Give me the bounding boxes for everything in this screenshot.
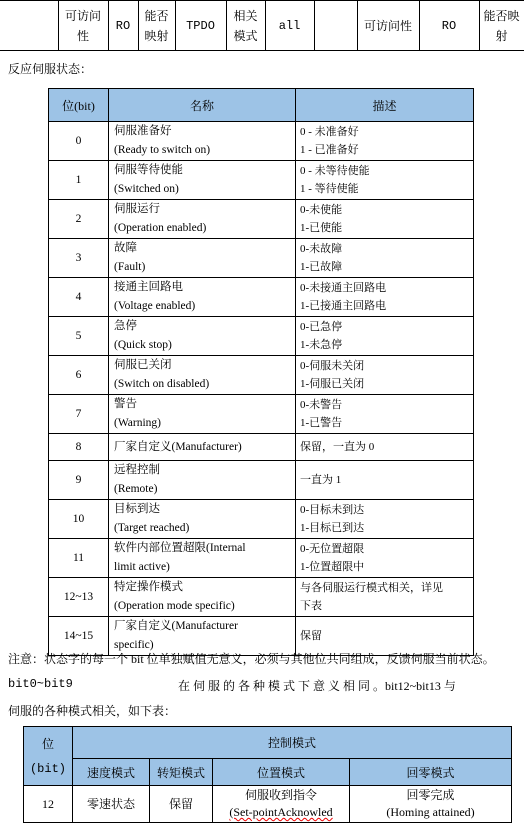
attr-cell: RO: [108, 1, 138, 51]
bit-cell: 8: [49, 434, 109, 461]
desc-line: 1-已警告: [300, 417, 343, 429]
bit-cell: 6: [49, 356, 109, 395]
desc-line: 1-目标已到达: [300, 522, 365, 534]
bit-cell: 0: [49, 122, 109, 161]
attr-cell: [0, 1, 58, 51]
modes-sub-header: 回零模式: [350, 759, 512, 786]
mode-line: 伺服收到指令: [244, 788, 317, 802]
name-cell: [109, 461, 296, 500]
bit-cell: 9: [49, 461, 109, 500]
attr-cell: 可访问性: [58, 1, 108, 51]
desc-cell: [296, 395, 474, 434]
name-line: 软件内部位置超限(Internal: [114, 542, 246, 554]
name-line: 目标到达: [114, 503, 160, 515]
header-desc: 描述: [296, 89, 474, 122]
attr-cell: RO: [419, 1, 479, 51]
mode-line: (Homing attained): [386, 805, 475, 819]
name-line: 警告: [114, 398, 137, 410]
name-line: (Voltage enabled): [114, 300, 196, 312]
table-row: [24, 786, 512, 823]
desc-line: 0 - 未准备好: [300, 126, 359, 138]
name-line: 远程控制: [114, 464, 160, 476]
name-line: 厂家自定义(Manufacturer: [114, 620, 238, 632]
desc-line: 1-已接通主回路电: [300, 300, 387, 312]
name-cell: [109, 500, 296, 539]
name-line: (Warning): [114, 417, 161, 429]
desc-cell: [296, 500, 474, 539]
desc-cell: [296, 434, 474, 461]
table-row: [49, 434, 474, 461]
name-line: 伺服已关闭: [114, 359, 172, 371]
name-line: (Switched on): [114, 183, 179, 195]
desc-cell: [296, 461, 474, 500]
name-line: 故障: [114, 242, 137, 254]
name-line: (Remote): [114, 483, 158, 495]
name-cell: [109, 356, 296, 395]
modes-bit-header: [24, 727, 73, 786]
attr-cell: 相关模式: [226, 1, 265, 51]
attr-cell: TPDO: [175, 1, 226, 51]
name-cell: [109, 161, 296, 200]
modes-sub-header: 位置模式: [213, 759, 350, 786]
desc-line: 保留，一直为 0: [300, 441, 375, 453]
desc-line: 保留: [300, 630, 322, 642]
bit-cell: 11: [49, 539, 109, 578]
bit-cell: 12~13: [49, 578, 109, 617]
attr-cell: 能否映射: [138, 1, 175, 51]
mode-line: 保留: [168, 796, 193, 811]
name-cell: [109, 317, 296, 356]
name-cell: [109, 122, 296, 161]
mode-cell: [213, 786, 350, 823]
bit-cell: 3: [49, 239, 109, 278]
attr-cell: 可访问性: [357, 1, 419, 51]
header-bit: 位(bit): [49, 89, 109, 122]
desc-line: 一直为 1: [300, 474, 342, 486]
desc-line: 1-伺服已关闭: [300, 378, 365, 390]
mode-line: (Set-pointAcknowled: [229, 805, 333, 819]
table-row: [49, 122, 474, 161]
table-row: [49, 356, 474, 395]
desc-line: 0-无位置超限: [300, 543, 365, 555]
desc-line: 1-位置超限中: [300, 561, 365, 573]
bit-cell: 10: [49, 500, 109, 539]
desc-cell: [296, 122, 474, 161]
note-3: 伺服的各种模式相关，如下表：: [8, 704, 177, 718]
desc-cell: [296, 161, 474, 200]
intro-text: 反应伺服状态：: [8, 62, 93, 76]
name-line: 伺服准备好: [114, 125, 172, 137]
modes-bit-header-line1: 位: [41, 736, 54, 751]
desc-line: 0-未接通主回路电: [300, 282, 387, 294]
name-cell: [109, 239, 296, 278]
name-cell: [109, 539, 296, 578]
name-line: specific): [114, 639, 154, 651]
desc-line: 与各伺服运行模式相关，详见: [300, 582, 443, 594]
desc-line: 1 - 等待使能: [300, 183, 359, 195]
mode-cell: [73, 786, 150, 823]
name-line: 急停: [114, 320, 137, 332]
name-line: 厂家自定义(Manufacturer): [114, 440, 242, 453]
desc-cell: [296, 317, 474, 356]
note-2-right: 在 伺 服 的 各 种 模 式 下 意 义 相 同 。bit12~bit13 与: [178, 679, 456, 693]
modes-sub-header: 速度模式: [73, 759, 150, 786]
desc-line: 1-已故障: [300, 261, 343, 273]
name-cell: [109, 578, 296, 617]
name-line: (Switch on disabled): [114, 378, 210, 390]
bit-cell: 14~15: [49, 617, 109, 656]
desc-line: 0-未故障: [300, 243, 343, 255]
name-line: 伺服运行: [114, 203, 160, 215]
name-line: (Quick stop): [114, 339, 172, 351]
table-row: [49, 317, 474, 356]
note-2-left: bit0~bit9: [8, 677, 73, 691]
mode-bits-table: [23, 726, 512, 823]
desc-line: 0 - 未等待使能: [300, 165, 370, 177]
desc-line: 0-未使能: [300, 204, 343, 216]
name-line: (Fault): [114, 261, 146, 273]
table-row: [49, 578, 474, 617]
status-bits-table: [48, 88, 474, 656]
name-cell: [109, 395, 296, 434]
table-row: [49, 500, 474, 539]
name-line: 接通主回路电: [114, 281, 183, 293]
bit-cell: 4: [49, 278, 109, 317]
mode-line: 回零完成: [406, 788, 455, 802]
bit-cell: 1: [49, 161, 109, 200]
table-row: [49, 278, 474, 317]
bit-cell: 2: [49, 200, 109, 239]
bit-cell: 7: [49, 395, 109, 434]
desc-line: 0-未警告: [300, 399, 343, 411]
desc-cell: [296, 539, 474, 578]
desc-line: 1-已使能: [300, 222, 343, 234]
desc-line: 1-未急停: [300, 339, 343, 351]
desc-cell: [296, 356, 474, 395]
desc-line: 下表: [300, 600, 322, 612]
desc-line: 0-伺服未关闭: [300, 360, 365, 372]
name-line: (Target reached): [114, 522, 190, 534]
desc-cell: [296, 278, 474, 317]
mode-cell: [350, 786, 512, 823]
name-line: (Operation enabled): [114, 222, 207, 234]
name-line: (Ready to switch on): [114, 144, 211, 156]
desc-cell: [296, 200, 474, 239]
name-line: (Operation mode specific): [114, 600, 235, 612]
table-row: [49, 461, 474, 500]
name-cell: [109, 200, 296, 239]
header-name: 名称: [109, 89, 296, 122]
table-row: [49, 239, 474, 278]
name-cell: [109, 434, 296, 461]
table-row: [49, 395, 474, 434]
mode-line: 零速状态: [86, 796, 135, 811]
modes-bit-header-line2: (bit): [29, 761, 66, 776]
note-1: 注意：状态字的每一个 bit 位单独赋值无意义，必须与其他位共同组成，反馈伺服当前状态。: [8, 652, 495, 666]
object-attribute-row: [0, 0, 524, 51]
modes-group-header: 控制模式: [73, 727, 512, 759]
bit-cell: 12: [24, 786, 73, 823]
name-line: limit active): [114, 561, 170, 573]
desc-line: 1 - 已准备好: [300, 144, 359, 156]
table-row: [49, 539, 474, 578]
name-line: 伺服等待使能: [114, 164, 183, 176]
mode-cell: [150, 786, 213, 823]
modes-sub-header: 转矩模式: [150, 759, 213, 786]
name-cell: [109, 278, 296, 317]
desc-line: 0-目标未到达: [300, 504, 365, 516]
bit-cell: 5: [49, 317, 109, 356]
desc-line: 0-已急停: [300, 321, 343, 333]
attr-cell: 能否映射: [479, 1, 524, 51]
attr-cell: all: [265, 1, 314, 51]
table-row: [49, 200, 474, 239]
table-row: [49, 161, 474, 200]
desc-cell: [296, 578, 474, 617]
attr-cell: [314, 1, 357, 51]
name-line: 特定操作模式: [114, 581, 183, 593]
desc-cell: [296, 239, 474, 278]
